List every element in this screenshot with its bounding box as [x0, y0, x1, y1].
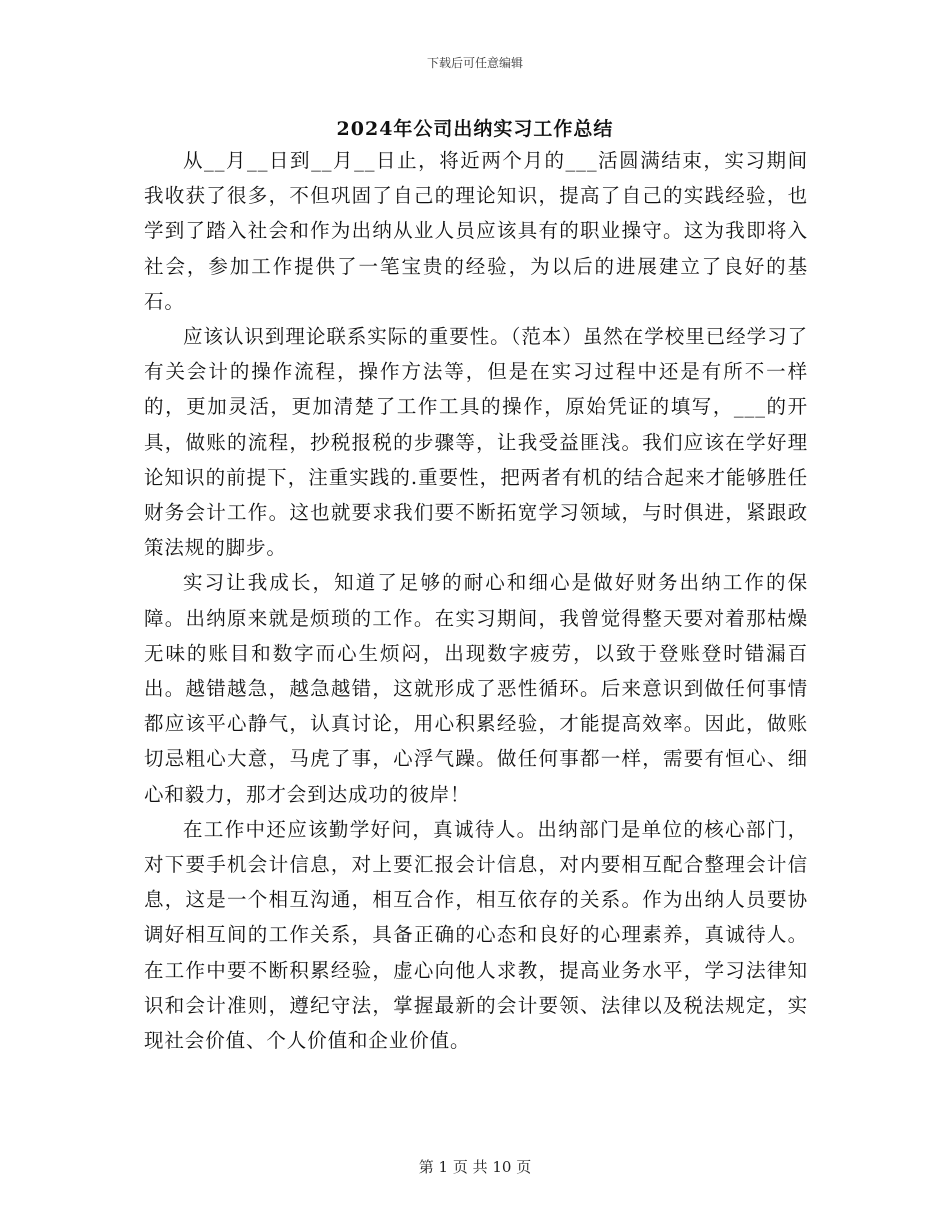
document-body [144, 143, 808, 1058]
page-number: 第 1 页 共 10 页 [418, 1158, 532, 1176]
paragraph-4: 在工作中还应该勤学好问，真诚待人。出纳部门是单位的核心部门，对下要手机会计信息，对上要汇报会计信息，对内要相互配合整理会计信息，这是一个相互沟通，相互合作，相互依存的关系。作为出纳人员要协调好相互间的工作关系，具备正确的心态和良好的心理素养，真诚待人。在工作中要不断积累经验，虚心向他人求教，提高业务水平，学习法律知识和会计准则，遵纪守法，掌握最新的会计要领、法律以及税法规定，实现社会价值、个人价值和企业价值。 [144, 817, 808, 1053]
document-title: 2024年公司出纳实习工作总结 [336, 118, 614, 140]
header-note: 下载后可任意编辑 [426, 56, 523, 70]
paragraph-2: 应该认识到理论联系实际的重要性。（范本）虽然在学校里已经学习了有关会计的操作流程，操作方法等，但是在实习过程中还是有所不一样的，更加灵活，更加清楚了工作工具的操作，原始凭证的填写，___的开具，做账的流程，抄税报税的步骤等，让我受益匪浅。我们应该在学好理论知识的前提下，注重实践的.重要性，把两者有机的结合起来才能够胜任财务会计工作。这也就要求我们要不断拓宽学习领域，与时俱进，紧跟政策法规的脚步。 [144, 325, 808, 560]
paragraph-1: 从__月__日到__月__日止，将近两个月的___活圆满结束，实习期间我收获了很多，不但巩固了自己的理论知识，提高了自己的实践经验，也学到了踏入社会和作为出纳从业人员应该具有的职业操守。这为我即将入社会，参加工作提供了一笔宝贵的经验，为以后的进展建立了良好的基石。 [144, 149, 808, 313]
paragraph-3: 实习让我成长，知道了足够的耐心和细心是做好财务出纳工作的保障。出纳原来就是烦琐的工作。在实习期间，我曾觉得整天要对着那枯燥无味的账目和数字而心生烦闷，出现数字疲劳，以致于登账登时错漏百出。越错越急，越急越错，这就形成了恶性循环。后来意识到做任何事情都应该平心静气，认真讨论，用心积累经验，才能提高效率。因此，做账切忌粗心大意，马虎了事，心浮气躁。做任何事都一样，需要有恒心、细心和毅力，那才会到达成功的彼岸！ [144, 571, 808, 806]
